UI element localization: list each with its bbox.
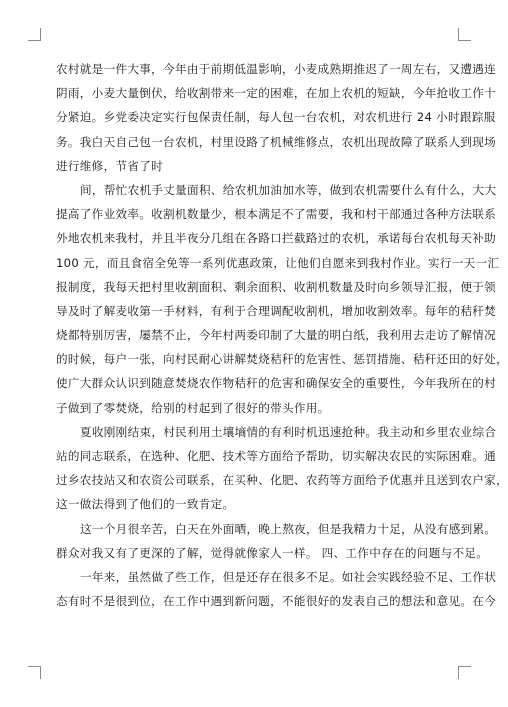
text-line: 夏收刚刚结束，村民利用土壤墒情的有利时机迅速抢种。我主动和乡里农业综合 [80, 424, 497, 439]
text-line: 分紧迫。乡党委决定实行包保责任制，每人包一台农机，对农机进行 24 小时跟踪服 [56, 110, 496, 125]
crop-mark-bottom-left [28, 666, 41, 679]
crop-mark-bottom-right [458, 666, 471, 679]
text-line: 群众对我又有了更深的了解，觉得就像家人一样。 四、工作中存在的问题与不足。 [56, 545, 489, 560]
text-line: 一年来，虽然做了些工作，但是还存在很多不足。如社会实践经验不足、工作状 [80, 569, 497, 584]
text-line: 站的同志联系，在选种、化肥、技术等方面给予帮助，切实解决农民的实际困难。通 [56, 449, 497, 463]
text-line: 阴雨，小麦大量倒伏，给收割带来一定的困难，在加上农机的短缺，今年抢收工作十 [56, 86, 497, 101]
text-line: 过乡农技站又和农资公司联系，在买种、化肥、农药等方面给予优惠并且送到农户家， [56, 473, 508, 488]
text-line: 提高了作业效率。收割机数量少，根本满足不了需要，我和村干部通过各种方法联系 [56, 207, 497, 222]
text-line: 导及时了解麦收第一手材料，有利于合理调配收割机，增加收割效率。每年的秸秆焚 [56, 303, 497, 318]
text-line: 使广大群众认识到随意焚烧农作物秸秆的危害和确保安全的重要性，今年我所在的村 [56, 376, 497, 391]
text-line: 子做到了零焚烧，给别的村起到了很好的带头作用。 [56, 400, 330, 415]
text-line: 这一做法得到了他们的一致肯定。 [56, 497, 235, 512]
body-text [56, 57, 508, 613]
text-line: 间，帮忙农机手丈量面积、给农机加油加水等，做到农机需要什么有什么，大大 [80, 182, 497, 197]
text-line: 这一个月很辛苦，白天在外面晒，晚上熬夜，但是我精力十足，从没有感到累。 [80, 521, 497, 536]
text-line: 100 元，而且食宿全免等一系列优惠政策，让他们自愿来到我村作业。实行一天一汇 [56, 255, 500, 270]
text-line: 务。我白天自己包一台农机，村里设路了机械维修点，农机出现故障了联系人到现场 [56, 134, 497, 149]
crop-mark-top-left [28, 28, 41, 41]
text-line: 态有时不是很到位，在工作中遇到新问题，不能很好的发表自己的想法和意见。在今 [56, 594, 497, 609]
text-line: 农村就是一件大事，今年由于前期低温影响，小麦成熟期推迟了一周左右，又遭遇连 [56, 62, 497, 76]
text-line: 烧都特别厉害，屡禁不止，今年村两委印制了大量的明白纸，我利用去走访了解情况 [56, 328, 497, 343]
text-line: 外地农机来我村，并且半夜分几组在各路口拦截路过的农机，承诺每台农机每天补助 [56, 231, 497, 246]
crop-mark-top-right [458, 28, 471, 41]
text-line: 报制度，我每天把村里收割面积、剩余面积、收割机数量及时向乡领导汇报，便于领 [56, 279, 497, 294]
text-line: 的时候，每户一张，向村民耐心讲解焚烧秸秆的危害性、惩罚措施、秸秆还田的好处， [56, 352, 508, 367]
text-line: 进行维修，节省了时 [56, 158, 164, 173]
